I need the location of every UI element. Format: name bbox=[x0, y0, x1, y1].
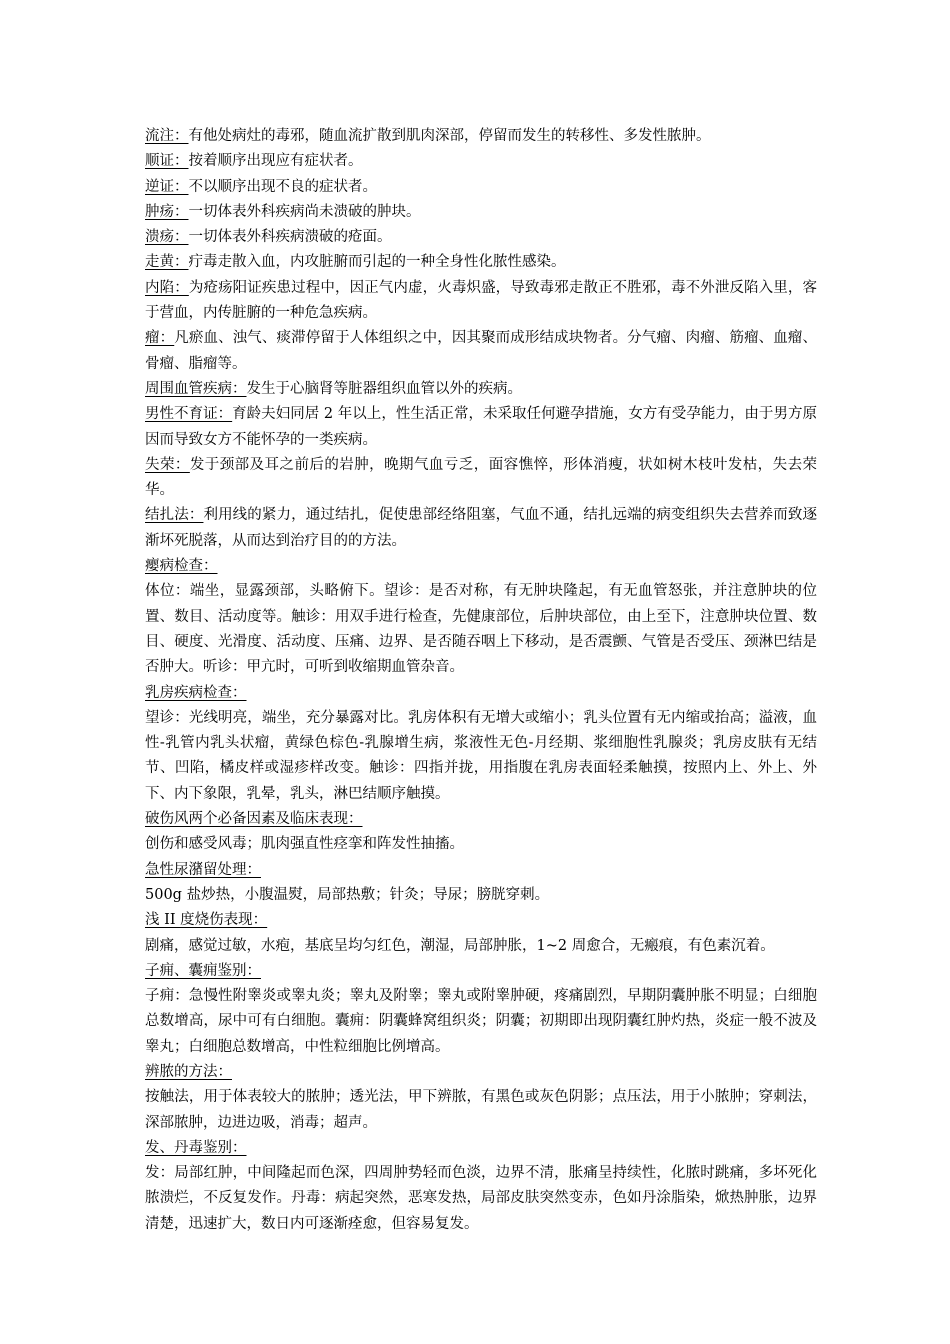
term-label: 周围血管疾病： bbox=[145, 380, 247, 397]
section-body: 创伤和感受风毒；肌肉强直性痉挛和阵发性抽搐。 bbox=[145, 836, 464, 853]
section-heading-text: 破伤风两个必备因素及临床表现： bbox=[145, 811, 363, 828]
section-body: 剧痛，感觉过敏，水疱，基底呈均匀红色，潮湿，局部肿胀，1~2 周愈合，无瘢痕，有色素沉着。 bbox=[145, 937, 775, 954]
definition-paragraph bbox=[145, 225, 817, 250]
definition-paragraph bbox=[145, 326, 817, 377]
definition-text: 发于颈部及耳之前后的岩肿，晚期气血亏乏，面容憔悴，形体消瘦，状如树木枝叶发枯，失去荣华。 bbox=[145, 456, 818, 499]
term-label: 流注： bbox=[145, 128, 189, 144]
section-heading bbox=[145, 858, 817, 883]
definition-paragraph bbox=[145, 124, 817, 149]
definition-paragraph bbox=[145, 503, 817, 554]
term-label: 顺证： bbox=[145, 153, 189, 170]
definition-paragraph bbox=[145, 250, 817, 275]
term-label: 男性不育证： bbox=[145, 406, 233, 423]
section-heading bbox=[145, 1060, 817, 1085]
definition-text: 有他处病灶的毒邪，随血流扩散到肌肉深部，停留而发生的转移性、多发性脓肿。 bbox=[188, 128, 711, 144]
definition-paragraph bbox=[145, 149, 817, 174]
section-body: 发：局部红肿，中间隆起而色深，四周肿势轻而色淡，边界不清，胀痛呈持续性，化脓时跳痛，多坏死化脓溃烂，不反复发作。丹毒：病起突然，恶寒发热，局部皮肤突然变赤，色如丹涂脂染，焮热肿胀，边界清楚，迅速扩大，数日内可逐渐痊愈，但容易复发。 bbox=[145, 1165, 817, 1232]
term-label: 溃疡： bbox=[145, 229, 189, 246]
definition-text: 利用线的紧力，通过结扎，促使患部经络阻塞，气血不通，结扎远端的病变组织失去营养而致逐渐坏死脱落，从而达到治疗目的的方法。 bbox=[145, 507, 818, 549]
definition-text: 凡瘀血、浊气、痰滞停留于人体组织之中，因其聚而成形结成块物者。分气瘤、肉瘤、筋瘤、血瘤、骨瘤、脂瘤等。 bbox=[145, 330, 818, 372]
definition-paragraph bbox=[145, 402, 817, 453]
section-heading bbox=[145, 554, 817, 579]
section-body: 望诊：光线明亮，端坐，充分暴露对比。乳房体积有无增大或缩小；乳头位置有无内缩或抬高；溢液，血性-乳管内乳头状瘤，黄绿色棕色-乳腺增生病，浆液性无色-月经期、浆细胞性乳腺炎；乳房皮肤有无结节、凹陷，橘皮样或湿疹样改变。触诊：四指并拢，用指腹在乳房表面轻柔触摸，按照内上、外上、外下、内下象限，乳晕，乳头，淋巴结顺序触摸。 bbox=[145, 709, 817, 802]
section-body: 500g 盐炒热，小腹温熨，局部热敷；针灸；导尿；膀胱穿刺。 bbox=[145, 886, 550, 903]
definition-text: 一切体表外科疾病尚未溃破的肿块。 bbox=[188, 203, 421, 220]
term-label: 逆证： bbox=[145, 178, 189, 195]
definition-text: 育龄夫妇同居 2 年以上，性生活正常，未采取任何避孕措施，女方有受孕能力，由于男方原因而导致女方不能怀孕的一类疾病。 bbox=[145, 406, 817, 448]
section-heading-text: 浅 II 度烧伤表现： bbox=[145, 912, 268, 929]
section-heading bbox=[145, 959, 817, 984]
definition-paragraph bbox=[145, 377, 817, 402]
section-heading bbox=[145, 807, 817, 832]
section-heading bbox=[145, 1136, 817, 1161]
definition-paragraph bbox=[145, 453, 817, 504]
definition-text: 一切体表外科疾病溃破的疮面。 bbox=[188, 229, 392, 246]
definition-text: 按着顺序出现应有症状者。 bbox=[188, 153, 363, 170]
section-heading bbox=[145, 681, 817, 706]
section-heading-text: 辨脓的方法： bbox=[145, 1063, 232, 1080]
section-heading-text: 瘿病检查： bbox=[145, 558, 218, 575]
term-label: 内陷： bbox=[145, 279, 189, 296]
section-body: 体位：端坐，显露颈部，头略俯下。望诊：是否对称，有无肿块隆起，有无血管怒张，并注意肿块的位置、数目、活动度等。触诊：用双手进行检查，先健康部位，后肿块部位，由上至下，注意肿块位置、数目、硬度、光滑度、活动度、压痛、边界、是否随吞咽上下移动，是否震颤、气管是否受压、颈淋巴结是否肿大。听诊：甲亢时，可听到收缩期血管杂音。 bbox=[145, 583, 817, 676]
document-body bbox=[145, 124, 817, 1237]
definition-text: 为疮疡阳证疾患过程中，因正气内虚，火毒炽盛，导致毒邪走散正不胜邪，毒不外泄反陷入里，客于营血，内传脏腑的一种危急疾病。 bbox=[145, 279, 818, 322]
definition-text: 不以顺序出现不良的症状者。 bbox=[188, 178, 377, 195]
section-heading-text: 乳房疾病检查： bbox=[145, 684, 247, 701]
term-label: 走黄： bbox=[145, 254, 189, 271]
definition-text: 疔毒走散入血，内攻脏腑而引起的一种全身性化脓性感染。 bbox=[188, 254, 566, 271]
term-label: 失荣： bbox=[145, 456, 190, 473]
term-label: 结扎法： bbox=[145, 507, 204, 524]
section-heading-text: 发、丹毒鉴别： bbox=[145, 1139, 247, 1156]
definition-paragraph bbox=[145, 175, 817, 200]
section-heading-text: 急性尿潴留处理： bbox=[145, 861, 261, 878]
term-label: 肿疡： bbox=[145, 203, 189, 220]
section-heading bbox=[145, 908, 817, 933]
section-body: 子痈：急慢性附睾炎或睾丸炎；睾丸及附睾；睾丸或附睾肿硬，疼痛剧烈，早期阴囊肿胀不明显；白细胞总数增高，尿中可有白细胞。囊痈：阴囊蜂窝组织炎；阴囊；初期即出现阴囊红肿灼热，炎症一般不波及睾丸；白细胞总数增高，中性粒细胞比例增高。 bbox=[145, 988, 817, 1055]
definition-text: 发生于心脑肾等脏器组织血管以外的疾病。 bbox=[246, 380, 522, 397]
term-label: 瘤： bbox=[145, 330, 175, 347]
definition-paragraph bbox=[145, 200, 817, 225]
section-body: 按触法，用于体表较大的脓肿；透光法，甲下辨脓，有黑色或灰色阴影；点压法，用于小脓肿；穿刺法，深部脓肿，边进边吸，消毒；超声。 bbox=[145, 1089, 817, 1131]
section-heading-text: 子痈、囊痈鉴别： bbox=[145, 962, 261, 979]
definition-paragraph bbox=[145, 276, 817, 327]
